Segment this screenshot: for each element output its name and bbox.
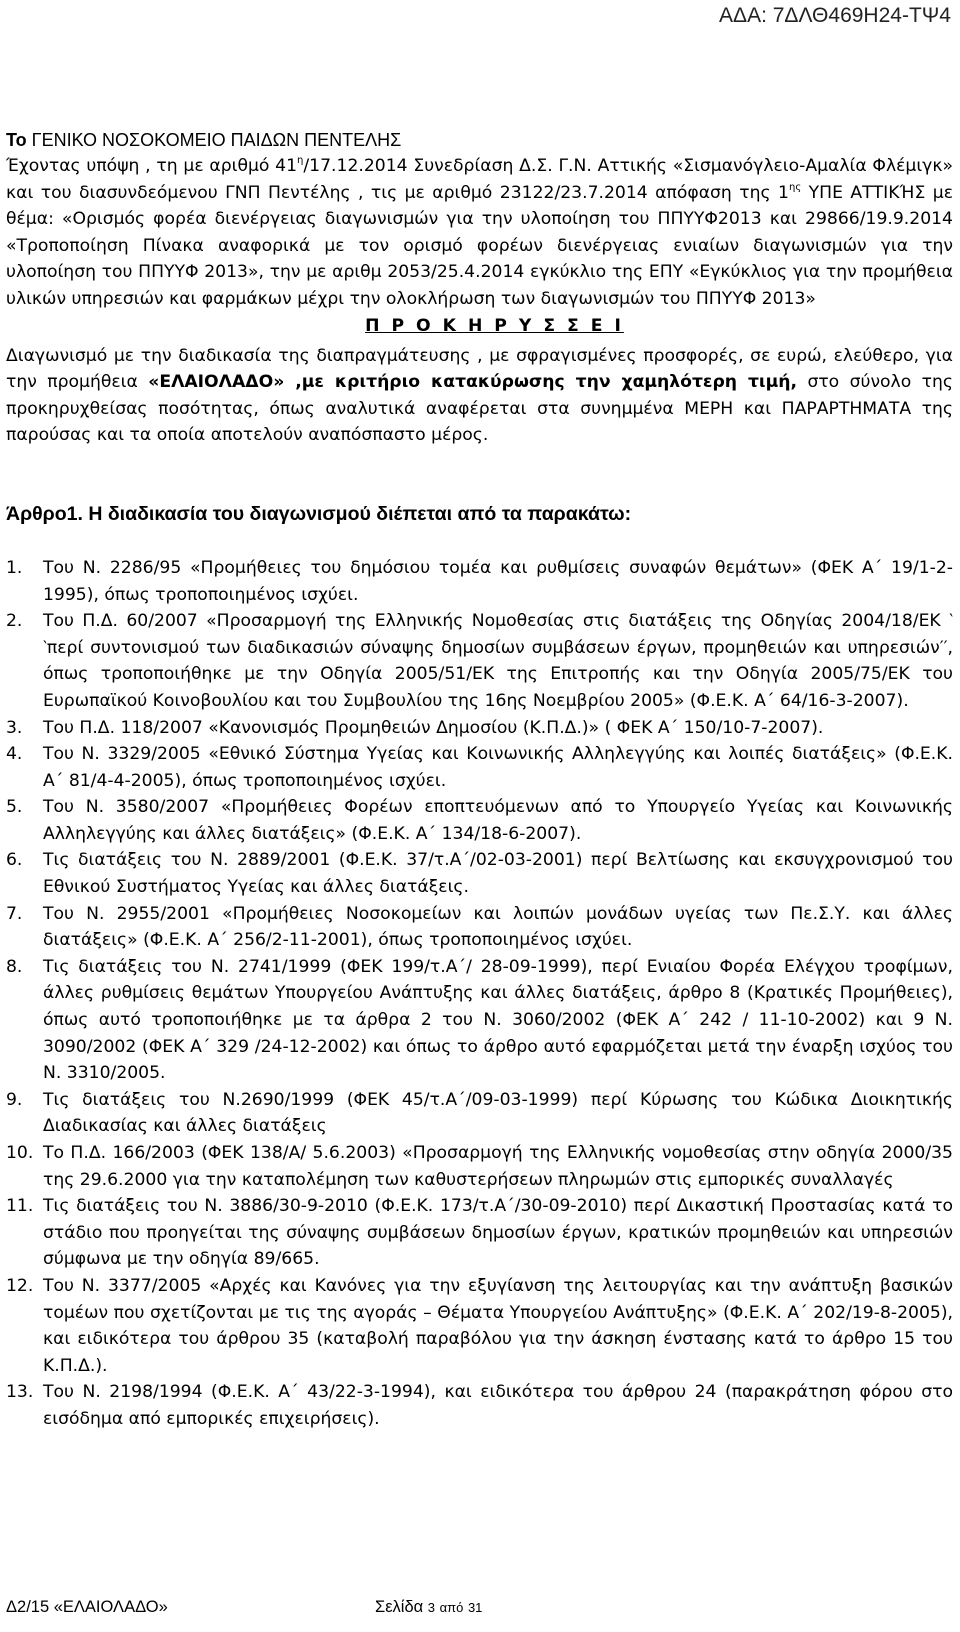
law-item xyxy=(6,1087,953,1140)
law-item xyxy=(6,1193,953,1273)
law-item-number: 9. xyxy=(6,1089,23,1110)
considerations-text-c: ΥΠΕ ΑΤΤΙΚΉΣ με θέμα: «Ορισμός φορέα διενέργειας διαγωνισμών για την υλοποίηση του ΠΠΥΥΦ2013 και 29866/19.9.2014 «Τροποποίηση Πίνακα αναφορικά με τον ορισμό φορέων διενέργειας ενιαίων διαγωνισμών για την υλοποίηση του ΠΠΥΥΦ 2013», την με αριθμ 2053/25.4.2014 εγκύκλιο της ΕΠΥ «Εγκύκλιος για την προμήθεια υλικών υπηρεσιών και φαρμάκων μέχρι την ολοκλήρωση των διαγωνισμών του ΠΠΥΥΦ 2013» xyxy=(6,182,953,309)
law-item-text: Του Π.Δ. 118/2007 «Κανονισμός Προμηθειών Δημοσίου (Κ.Π.Δ.)» ( ΦΕΚ Α΄ 150/10-7-2007). xyxy=(43,717,824,738)
law-item-number: 1. xyxy=(6,557,23,578)
law-item xyxy=(6,715,953,742)
law-item-text: Του Ν. 3377/2005 «Αρχές και Κανόνες για την εξυγίανση της λειτουργίας και την ανάπτυξη βασικών τομέων που σχετίζονται με τις της αγοράς – Θέματα Υπουργείου Ανάπτυξης» (Φ.Ε.Κ. Α΄ 202/19-8-2005), και ειδικότερα του άρθρου 35 (καταβολή παραβόλου για την άσκηση ένστασης κατά το άρθρο 15 του Κ.Π.Δ.). xyxy=(43,1275,953,1376)
footer-page-number xyxy=(375,1598,482,1617)
law-item-number: 13. xyxy=(6,1382,34,1403)
page-of-label: από xyxy=(439,1600,464,1615)
page-total: 31 xyxy=(467,1600,483,1615)
law-item xyxy=(6,847,953,900)
recipient-line xyxy=(6,128,953,153)
proclamation-bold-text: «ΕΛΑΙΟΛΑΔΟ» ,με κριτήριο κατακύρωσης την χαμηλότερη τιμή, xyxy=(148,372,798,393)
law-item-number: 3. xyxy=(6,717,23,738)
recipient-name: ΓΕΝΙΚΟ ΝΟΣΟΚΟΜΕΙΟ ΠΑΙΔΩΝ ΠΕΝΤΕΛΗΣ xyxy=(26,130,402,150)
proclamation-text-a: Διαγωνισμό με την διαδικασία της διαπραγμάτευσης , με σφραγισμένες προσφορές, σε ευρώ, ελεύθερο, για την προμήθεια xyxy=(6,345,953,393)
laws-list xyxy=(6,555,953,1433)
law-item-text: Του Ν. 2955/2001 «Προμήθειες Νοσοκομείων και λοιπών μονάδων υγείας των Πε.Σ.Υ. και άλλες διατάξεις» (Φ.Ε.Κ. Α΄ 256/2-11-2001), όπως τροποποιημένος ισχύει. xyxy=(43,903,953,951)
law-item xyxy=(6,1379,953,1432)
proclamation-text-b: στο σύνολο της προκηρυχθείσας ποσότητας, όπως αναλυτικά αναφέρεται στα συνημμένα ΜΕΡΗ και ΠΑΡΑΡΤΗΜΑΤΑ της παρούσας και τα οποία αποτελούν αναπόσπαστο μέρος. xyxy=(6,372,953,446)
recipient-prefix: Το xyxy=(6,130,27,150)
law-item xyxy=(6,608,953,714)
law-item-number: 11. xyxy=(6,1196,34,1217)
law-item-text: Του Π.Δ. 60/2007 «Προσαρμογή της Ελληνικής Νομοθεσίας στις διατάξεις της Οδηγίας 2004/18/ΕΚ ‵‵περί συντονισμού των διαδικασιών σύναψης δημοσίων συμβάσεων έργων, προμηθειών και υπηρεσιών′′, όπως τροποποιήθηκε με την Οδηγία 2005/51/ΕΚ της Επιτροπής και την Οδηγία 2005/75/ΕΚ του Ευρωπαϊκού Κοινοβουλίου και του Συμβουλίου της 16ης Νοεμβρίου 2005» (Φ.Ε.Κ. Α΄ 64/16-3-2007). xyxy=(43,611,953,711)
ada-code: ΑΔΑ: 7ΔΛΘ469Η24-ΤΨ4 xyxy=(719,4,951,27)
page-current: 3 xyxy=(427,1600,436,1615)
law-item xyxy=(6,1273,953,1379)
law-item-text: Τις διατάξεις του Ν. 3886/30-9-2010 (Φ.Ε.Κ. 173/τ.Α΄/30-09-2010) περί Δικαστική Προστασίας κατά το στάδιο που προηγείται της σύναψης συμβάσεων δημοσίων έργων, κρατικών προμηθειών και υπηρεσιών σύμφωνα με την οδηγία 89/665. xyxy=(43,1196,953,1270)
law-item-number: 2. xyxy=(6,611,23,632)
law-item-number: 6. xyxy=(6,850,23,871)
considerations-text-a: Έχοντας υπόψη , τη με αριθμό 41 xyxy=(6,156,298,176)
article-heading: Άρθρο1. Η διαδικασία του διαγωνισμού διέπεται από τα παρακάτω: xyxy=(6,502,632,525)
law-item-text: Το Π.Δ. 166/2003 (ΦΕΚ 138/Α/ 5.6.2003) «Προσαρμογή της Ελληνικής νομοθεσίας στην οδηγία 2000/35 της 29.6.2000 για την καταπολέμηση των καθυστερήσεων πληρωμών στις εμπορικές συναλλαγές xyxy=(43,1143,953,1190)
law-item-text: Του Ν. 3329/2005 «Εθνικό Σύστημα Υγείας και Κοινωνικής Αλληλεγγύης και λοιπές διατάξεις» (Φ.Ε.Κ. Α΄ 81/4-4-2005), όπως τροποποιημένος ισχύει. xyxy=(43,744,953,791)
page-label: Σελίδα xyxy=(375,1598,424,1616)
law-item-text: Τις διατάξεις του Ν. 2741/1999 (ΦΕΚ 199/τ.Α΄/ 28-09-1999), περί Ενιαίου Φορέα Ελέγχου τροφίμων, άλλες ρυθμίσεις θεμάτων Υπουργείου Ανάπτυξης και άλλες διατάξεις, άρθρο 8 (Κρατικές Προμήθειες), όπως αυτό τροποποιήθηκε με τα άρθρα 2 του Ν. 3060/2002 (ΦΕΚ Α΄ 242 / 11-10-2002) και 9 Ν. 3090/2002 (ΦΕΚ Α΄ 329 /24-12-2002) και όπως το άρθρο αυτό εφαρμόζεται μετά την έναρξη ισχύος του Ν. 3310/2005. xyxy=(43,956,953,1084)
law-item-number: 10. xyxy=(6,1143,34,1163)
law-item-number: 12. xyxy=(6,1275,34,1296)
law-item-text: Του Ν. 2286/95 «Προμήθειες του δημόσιου τομέα και ρυθμίσεις συναφών θεμάτων» (ΦΕΚ Α΄ 19/1-2-1995), όπως τροποποιημένος ισχύει. xyxy=(43,557,953,605)
proclamation-title: Π Ρ Ο Κ Η Ρ Υ Σ Σ Ε Ι xyxy=(365,315,624,336)
footer-reference: Δ2/15 «ΕΛΑΙΟΛΑΔΟ» xyxy=(6,1598,168,1616)
document-page xyxy=(6,128,953,1433)
law-item-number: 5. xyxy=(6,797,23,818)
law-item-text: Τις διατάξεις του Ν. 2889/2001 (Φ.Ε.Κ. 37/τ.Α΄/02-03-2001) περί Βελτίωσης και εκσυγχρονισμού του Εθνικού Συστήματος Υγείας και άλλες διατάξεις. xyxy=(43,850,953,898)
law-item-number: 8. xyxy=(6,956,23,977)
law-item xyxy=(6,794,953,847)
considerations-paragraph xyxy=(6,153,953,313)
law-item xyxy=(6,1140,953,1193)
law-item xyxy=(6,901,953,954)
proclamation-paragraph xyxy=(6,343,953,449)
law-item xyxy=(6,954,953,1087)
law-item-text: Του Ν. 2198/1994 (Φ.Ε.Κ. Α΄ 43/22-3-1994), και ειδικότερα του άρθρου 24 (παρακράτηση φόρου στο εισόδημα από εμπορικές επιχειρήσεις). xyxy=(43,1382,953,1429)
law-item-text: Τις διατάξεις του Ν.2690/1999 (ΦΕΚ 45/τ.Α΄/09-03-1999) περί Κύρωσης του Κώδικα Διοικητικής Διαδικασίας και άλλες διατάξεις xyxy=(43,1089,953,1137)
law-item-number: 7. xyxy=(6,903,23,924)
superscript-eta: η xyxy=(297,155,304,166)
law-item xyxy=(6,741,953,794)
law-item-text: Του Ν. 3580/2007 «Προμήθειες Φορέων εποπτευόμενων από το Υπουργείο Υγείας και Κοινωνικής Αλληλεγγύης και άλλες διατάξεις» (Φ.Ε.Κ. Α΄ 134/18-6-2007). xyxy=(43,797,953,844)
law-item xyxy=(6,555,953,608)
law-item-number: 4. xyxy=(6,744,23,765)
considerations-text-b: /17.12.2014 Συνεδρίαση Δ.Σ. Γ.Ν. Αττικής «Σισμανόγλειο-Αμαλία Φλέμιγκ» και του διασυνδεόμενου ΓΝΠ Πεντέλης , τις με αριθμό 23122/23.7.2014 απόφαση της 1 xyxy=(6,156,953,203)
superscript-is: ης xyxy=(788,181,802,193)
